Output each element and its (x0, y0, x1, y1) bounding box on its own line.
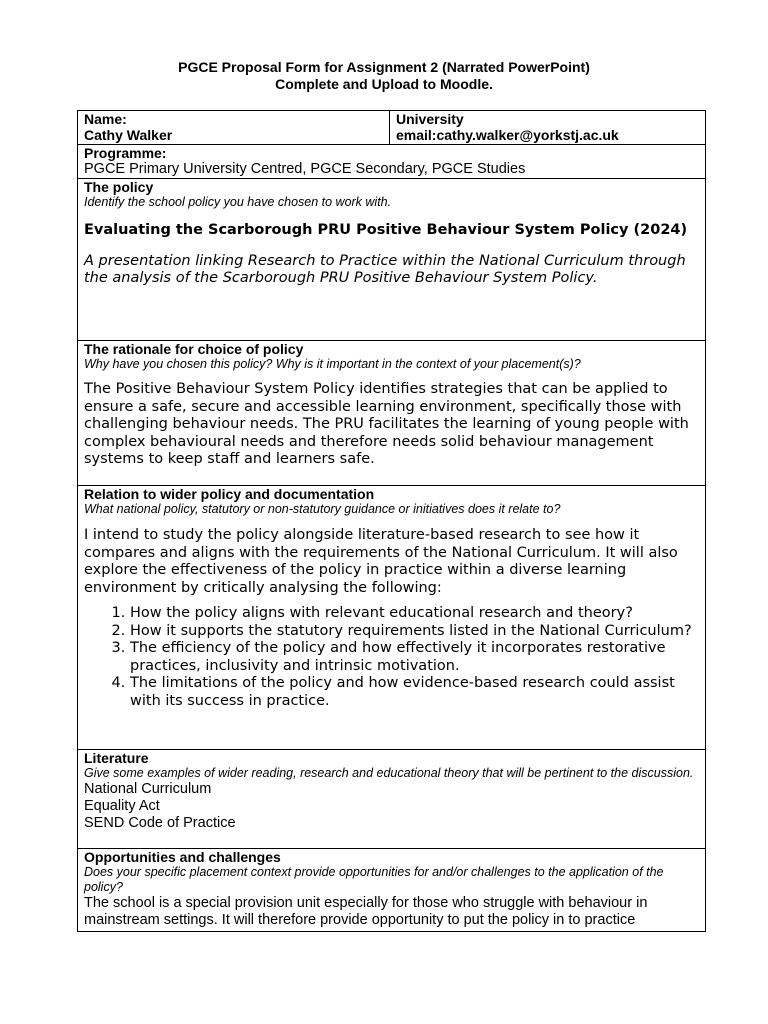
literature-item: Equality Act (84, 798, 160, 814)
name-value: Cathy Walker (84, 127, 173, 143)
programme-row (78, 145, 706, 179)
email-label: University (396, 111, 464, 127)
page-title-line-1: PGCE Proposal Form for Assignment 2 (Narrated PowerPoint) (178, 59, 590, 75)
opportunities-body: The school is a special provision unit especially for those who struggle with behaviour in mainstream settings. It will therefore provide opportunity to put the policy in to practice (84, 895, 648, 928)
analysis-list (84, 605, 699, 710)
opportunities-prompt: Does your specific placement context provide opportunities for and/or challenges to the application of the policy? (84, 865, 664, 894)
relation-prompt: What national policy, statutory or non-statutory guidance or initiatives does it relate to? (84, 502, 561, 516)
rationale-prompt: Why have you chosen this policy? Why is it important in the context of your placement(s)? (84, 357, 581, 371)
opportunities-label: Opportunities and challenges (84, 849, 281, 865)
policy-prompt: Identify the school policy you have chosen to work with. (84, 195, 392, 209)
policy-heading: Evaluating the Scarborough PRU Positive Behaviour System Policy (2024) (84, 222, 688, 238)
opportunities-row (78, 849, 706, 932)
policy-description: A presentation linking Research to Practice within the National Curriculum through the analysis of the Scarborough PRU Positive Behaviour System Policy. (84, 252, 686, 286)
name-row (78, 111, 706, 145)
programme-value: PGCE Primary University Centred, PGCE Secondary, PGCE Studies (84, 161, 526, 177)
literature-cell (78, 750, 706, 849)
email-value: email:cathy.walker@yorkstj.ac.uk (396, 127, 619, 143)
list-item: 2. How it supports the statutory requirements listed in the National Curriculum? (130, 623, 699, 641)
page-title-line-2: Complete and Upload to Moodle. (275, 76, 493, 92)
relation-row (78, 486, 706, 750)
name-label: Name: (84, 111, 127, 127)
page-title (0, 59, 768, 93)
relation-cell (78, 486, 706, 750)
proposal-form-table (77, 110, 706, 932)
literature-prompt: Give some examples of wider reading, research and educational theory that will be pertinent to the discussion. (84, 766, 694, 780)
rationale-body: The Positive Behaviour System Policy identifies strategies that can be applied to ensure a safe, secure and accessible learning environment, specifically those with challenging behaviour needs. The PRU facilitates the learning of young people with complex behavioural needs and therefore needs solid behaviour management systems to keep staff and learners safe. (84, 381, 689, 467)
relation-body: I intend to study the policy alongside literature-based research to see how it compares and aligns with the requirements of the National Curriculum. It will also explore the effectiveness of the policy in practice within a diverse learning environment by critically analysing the following: (84, 527, 678, 596)
rationale-label: The rationale for choice of policy (84, 341, 304, 357)
policy-cell (78, 179, 706, 341)
rationale-row (78, 341, 706, 486)
rationale-cell (78, 341, 706, 486)
literature-item: SEND Code of Practice (84, 815, 236, 831)
email-cell (390, 111, 706, 145)
relation-label: Relation to wider policy and documentation (84, 486, 375, 502)
policy-row (78, 179, 706, 341)
opportunities-cell (78, 849, 706, 932)
list-item: 4. The limitations of the policy and how evidence-based research could assist with its success in practice. (130, 675, 699, 710)
programme-label: Programme: (84, 145, 167, 161)
list-item: 3. The efficiency of the policy and how effectively it incorporates restorative practices, inclusivity and intrinsic motivation. (130, 640, 699, 675)
literature-label: Literature (84, 750, 149, 766)
policy-label: The policy (84, 179, 154, 195)
programme-cell (78, 145, 706, 179)
literature-item: National Curriculum (84, 781, 212, 797)
list-item: 1. How the policy aligns with relevant educational research and theory? (130, 605, 699, 623)
literature-row (78, 750, 706, 849)
name-cell (78, 111, 390, 145)
